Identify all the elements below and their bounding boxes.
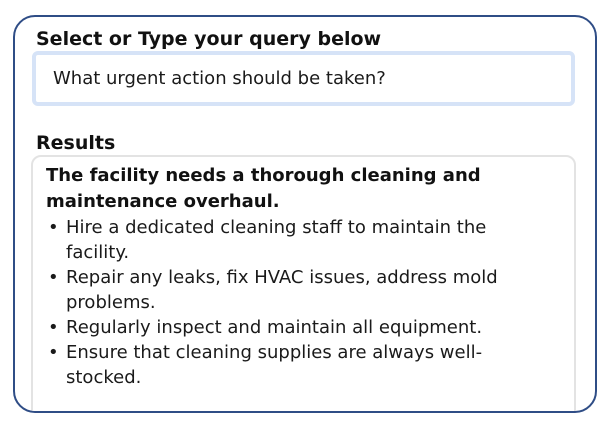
list-item — [46, 315, 521, 340]
list-item — [46, 340, 521, 390]
results-section-label: Results — [36, 132, 116, 154]
list-item — [46, 215, 521, 265]
list-item-text: Ensure that cleaning supplies are always well-stocked. — [66, 342, 483, 388]
bullet-icon: • — [48, 267, 59, 288]
bullet-icon: • — [48, 217, 59, 238]
result-list — [46, 215, 562, 390]
list-item — [46, 265, 521, 315]
results-box — [31, 155, 576, 413]
result-heading: The facility needs a thorough cleaning and maintenance overhaul. — [46, 165, 481, 212]
list-item-text: Hire a dedicated cleaning staff to maintain the facility. — [66, 217, 487, 263]
list-item-text: Regularly inspect and maintain all equipment. — [66, 317, 483, 338]
query-section-label: Select or Type your query below — [36, 28, 382, 50]
bullet-icon: • — [48, 342, 59, 363]
list-item-text: Repair any leaks, fix HVAC issues, address mold problems. — [66, 267, 498, 313]
query-panel — [13, 15, 597, 413]
query-input[interactable] — [36, 55, 571, 102]
query-input-box[interactable] — [32, 51, 575, 106]
bullet-icon: • — [48, 317, 59, 338]
